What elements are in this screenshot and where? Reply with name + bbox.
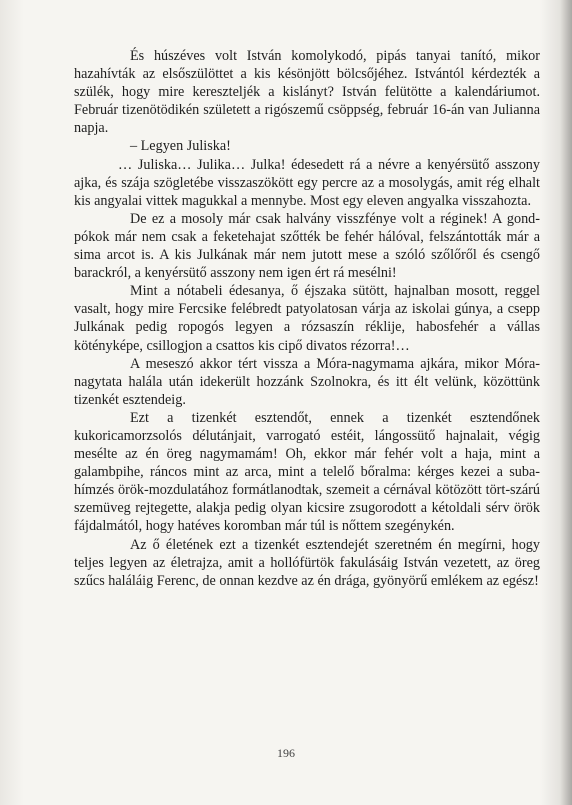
paragraph: Ezt a tizenkét esztendőt, ennek a tizenkét esztendőnek kukoricamorzsolós délutánjait, varrogató estéit, lángossütő hajnalait, végig mesélte az én öreg nagymamám! Oh, ekkor már fehér volt a haja, mint a galambpihe, ráncos mint az arca, mint a telelő bőralma: kérges kezei a suba-hímzés örök-mozdulatához formátlanodtak, szemeit a cérnával kötözött tört-szárú szemüveg rejtegette, alakja pedig olyan kicsire zsugorodott a kétoldali sérv örök fájdalmától, hogy hatéves koromban már túl is nőttem szegénykén. <box>74 409 540 535</box>
page-number: 196 <box>277 746 295 760</box>
paragraph: – Legyen Juliska! <box>130 138 231 155</box>
paragraph: A meseszó akkor tért vissza a Móra-nagymama ajkára, mikor Móra-nagytata halála után idekerült hozzánk Szolnokra, és itt élt velünk, közöttünk tizenkét esztendeig. <box>74 355 540 408</box>
body-text <box>74 47 540 590</box>
paragraph: … Juliska… Julika… Julka! édesedett rá a névre a kenyérsütő asszony ajka, és szája szögletébe visszaszökött egy percre az a mosolygás, amit rég elhalt kis angyalai vittek magukkal a mennybe. Most egy eleven angyalka visszahozta. <box>74 156 540 209</box>
paragraph: És húszéves volt István komolykodó, pipás tanyai tanító, mikor hazahívták az elsőszülöttet a kis késönjött bölcsőjéhez. Istvántól kérdezték a szülék, hogy mire kereszteljék a kislányt? István felütötte a kalendáriumot. Február tizenötödikén született a rigószemű csöppség, február 16-án van Julianna napja. <box>74 48 540 137</box>
paragraph: Az ő életének ezt a tizenkét esztendejét szeretném én megírni, hogy teljes legyen az életrajza, amit a hollófürtök fakulásáig István vezetett, az öreg szűcs haláláig Ferenc, de onnan kezdve az én drága, gyönyörű emlékem az egész! <box>74 536 540 589</box>
page-edge-shadow <box>560 0 572 805</box>
paragraph: Mint a nótabeli édesanya, ő éjszaka sütött, hajnalban mosott, reggel vasalt, hogy mire Fercsike felébredt patyolatosan várja az iskolai gúnya, a csepp Julkának pedig ropogós legyen a rózsaszín réklije, habosfehér a vállas kötényképe, csillogjon a csattos kis cipő divatos rézorra!… <box>74 283 540 354</box>
paragraph: De ez a mosoly már csak halvány visszfénye volt a réginek! A gond-pókok már nem csak a feketehajat szőtték be fehér hálóval, felszántották már a sima arcot is. A kis Julkának már nem jutott mese a szóló szőlőről és csengő barackról, a kenyérsütő asszony nem igen ért rá mesélni! <box>74 210 540 282</box>
